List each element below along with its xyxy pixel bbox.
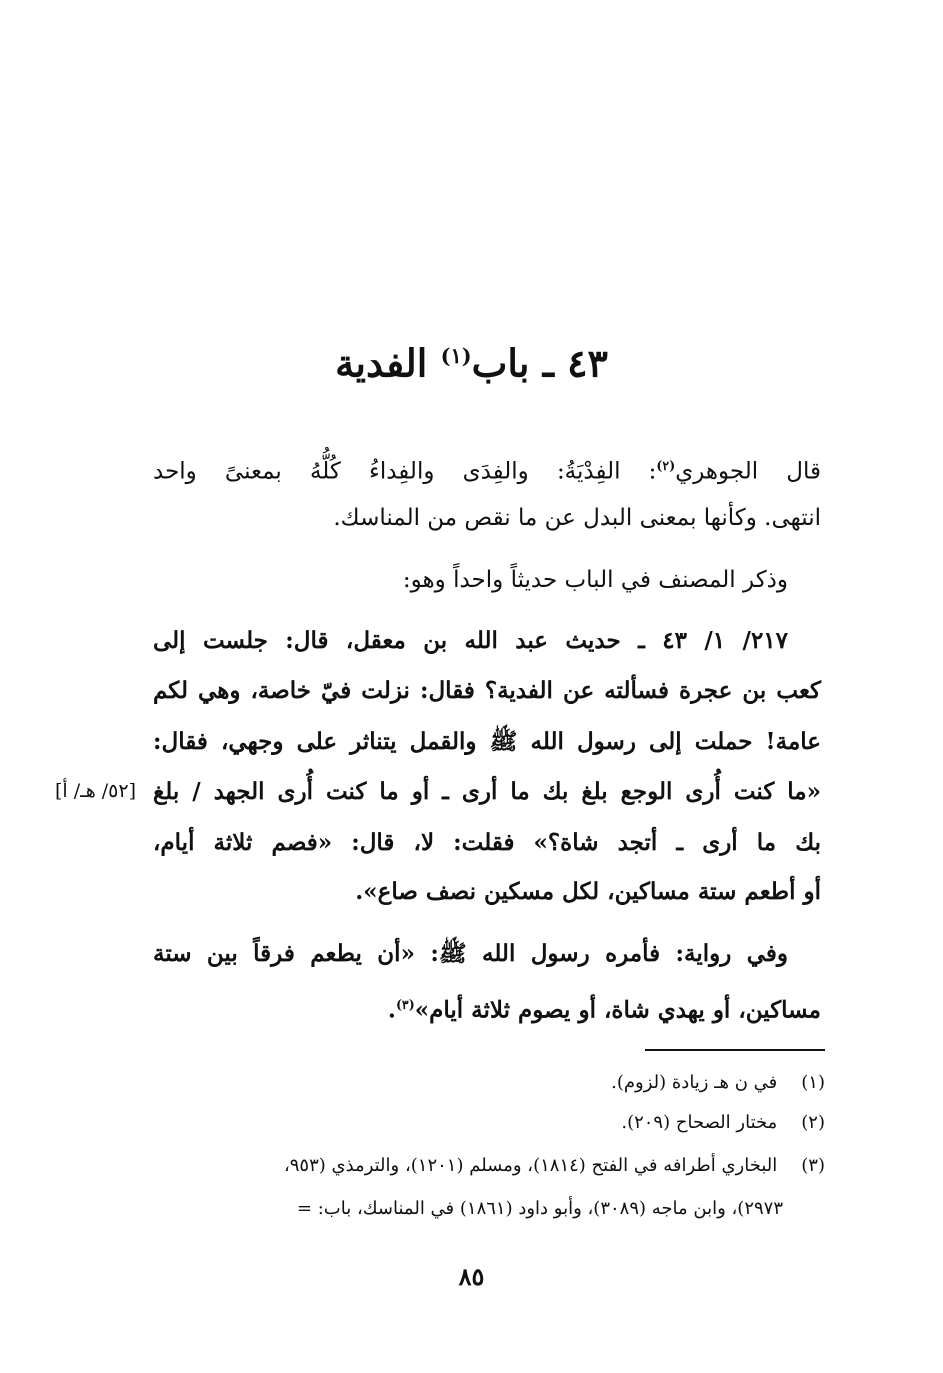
chapter-title-prefix: ٤٣ ـ باب [471,341,608,387]
narration-line-2-start: مساكين، أو يهدي شاة، أو يصوم ثلاثة أيام» [414,996,821,1024]
chapter-title [0,331,943,389]
footnote-1 [611,1068,825,1098]
manuscript-margin-note: [٥٢/ هـ/ أ] [55,780,137,802]
hadith-line-1: ٢١٧/ ١/ ٤٣ ـ حديث عبد الله بن معقل، قال: جلست إلى [153,627,788,654]
body-line-1-end: : الفِدْيَةُ: والفِدَى والفِداءُ كُلُّهُ بمعنىً واحد [153,458,657,485]
hadith-line-4: «ما كنت أُرى الوجع بلغ بك ما أرى ـ أو ما كنت أُرى الجهد / بلغ [153,778,821,805]
footnote-text: البخاري أطرافه في الفتح (١٨١٤)، ومسلم (١٢٠١)، والترمذي (٩٥٣، [283,1155,778,1176]
footnote-text: مختار الصحاح (٢٠٩). [621,1112,778,1133]
body-line-1-start: قال الجوهري [675,458,821,485]
footnote-text: ٢٩٧٣)، وابن ماجه (٣٠٨٩)، وأبو داود (١٨٦١) في المناسك، باب: = [296,1198,783,1219]
narration-line-2 [388,983,821,1033]
body-line-1 [153,444,821,494]
hadith-line-3: عامة! حملت إلى رسول الله ﷺ والقمل يتناثر على وجهي، فقال: [153,728,821,755]
narration-line-1: وفي رواية: فأمره رسول الله ﷺ: «أن يطعم فرقاً بين ستة [153,940,788,967]
footnote-separator [645,1049,825,1051]
footnote-marker-2: (٢) [656,458,676,473]
footnote-number: (١) [801,1072,825,1093]
footnote-marker-3: (٣) [395,997,415,1012]
page-number: ٨٥ [458,1262,485,1291]
narration-line-2-end: . [387,996,396,1024]
hadith-line-5: بك ما أرى ـ أتجد شاة؟» فقلت: لا، قال: «فصم ثلاثة أيام، [153,829,821,856]
footnote-number: (٣) [801,1155,825,1176]
chapter-title-suffix: الفدية [335,341,428,387]
footnote-text: في ن هـ زيادة (لزوم). [611,1072,778,1093]
body-line-3: وذكر المصنف في الباب حديثاً واحداً وهو: [402,567,788,593]
hadith-line-6: أو أطعم ستة مساكين، لكل مسكين نصف صاع». [355,878,821,905]
hadith-line-2: كعب بن عجرة فسألته عن الفدية؟ فقال: نزلت فيّ خاصة، وهي لكم [153,677,821,704]
footnote-number: (٢) [801,1112,825,1133]
footnote-3 [284,1151,825,1181]
footnote-marker-1: (١) [440,343,472,369]
body-line-2: انتهى. وكأنها بمعنى البدل عن ما نقص من المناسك. [333,505,821,531]
footnote-2 [621,1108,825,1138]
footnote-3-continuation [297,1194,783,1224]
